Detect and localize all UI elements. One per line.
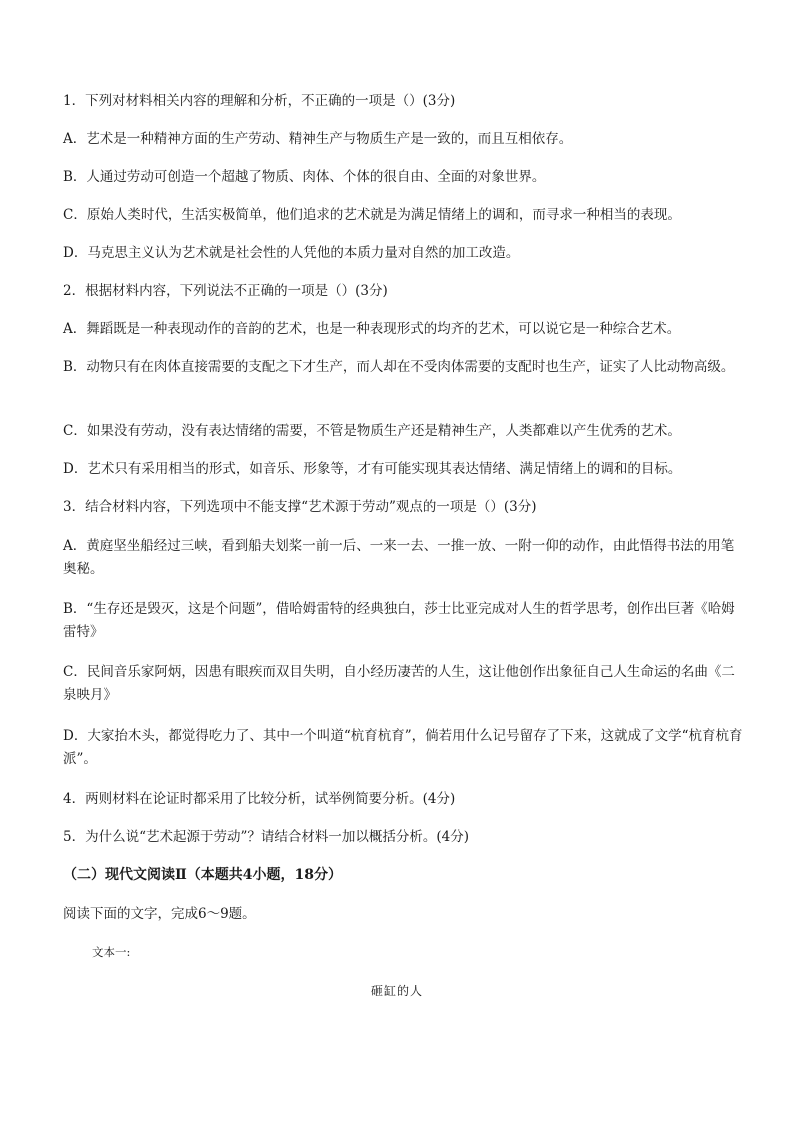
question-1-option-a: A．艺术是一种精神方面的生产劳动、精神生产与物质生产是一致的，而且互相依存。 xyxy=(63,131,573,147)
question-2-option-c: C．如果没有劳动，没有表达情绪的需要，不管是物质生产还是精神生产，人类都难以产生优秀的艺术。 xyxy=(63,423,681,439)
question-2-stem: 2．根据材料内容，下列说法不正确的一项是（）(3分) xyxy=(63,283,388,299)
question-1-option-b: B．人通过劳动可创造一个超越了物质、肉体、个体的很自由、全面的对象世界。 xyxy=(63,169,546,185)
question-3-stem: 3．结合材料内容，下列选项中不能支撑“艺术源于劳动”观点的一项是（）(3分) xyxy=(63,499,537,515)
passage-title: 砸缸的人 xyxy=(370,984,423,998)
question-3-option-d: D．大家抬木头，都觉得吃力了、其中一个叫道“杭育杭育”，倘若用什么记号留存了下来，这就成了文学“杭育杭育派”。 xyxy=(63,728,743,767)
question-3-option-c: C．民间音乐家阿炳，因患有眼疾而双目失明，自小经历凄苦的人生，这让他创作出象征自己人生命运的名曲《二泉映月》 xyxy=(63,664,735,703)
question-1-option-d: D．马克思主义认为艺术就是社会性的人凭他的本质力量对自然的加工改造。 xyxy=(63,245,520,261)
text-one-label: 文本一: xyxy=(92,945,131,959)
question-3-option-a: A．黄庭坚坐船经过三峡，看到船夫划桨一前一后、一来一去、一推一放、一附一仰的动作，由此悟得书法的用笔奥秘。 xyxy=(63,538,735,577)
question-2-option-a: A．舞蹈既是一种表现动作的音韵的艺术，也是一种表现形式的均齐的艺术，可以说它是一种综合艺术。 xyxy=(63,321,681,337)
question-1-option-c: C．原始人类时代，生活实极简单，他们追求的艺术就是为满足情绪上的调和，而寻求一种相当的表现。 xyxy=(63,207,681,223)
question-3-option-b: B．“生存还是毁灭，这是个问题”，借哈姆雷特的经典独白，莎士比亚完成对人生的哲学思考，创作出巨著《哈姆雷特》 xyxy=(63,601,735,640)
section-2-heading: （二）现代文阅读Ⅱ（本题共4小题，18分） xyxy=(63,867,343,883)
question-5-stem: 5．为什么说“艺术起源于劳动”？请结合材料一加以概括分析。(4分) xyxy=(63,829,470,845)
question-2-option-b: B．动物只有在肉体直接需要的支配之下才生产，而人却在不受肉体需要的支配时也生产，证实了人比动物高级。 xyxy=(63,359,735,375)
question-4-stem: 4．两则材料在论证时都采用了比较分析，试举例简要分析。(4分) xyxy=(63,791,456,807)
question-2-option-d: D．艺术只有采用相当的形式，如音乐、形象等，才有可能实现其表达情绪、满足情绪上的调和的目标。 xyxy=(63,461,682,477)
section-2-instruction: 阅读下面的文字，完成6～9题。 xyxy=(63,906,256,922)
question-1-stem: 1．下列对材料相关内容的理解和分析，不正确的一项是（）(3分) xyxy=(63,93,456,109)
